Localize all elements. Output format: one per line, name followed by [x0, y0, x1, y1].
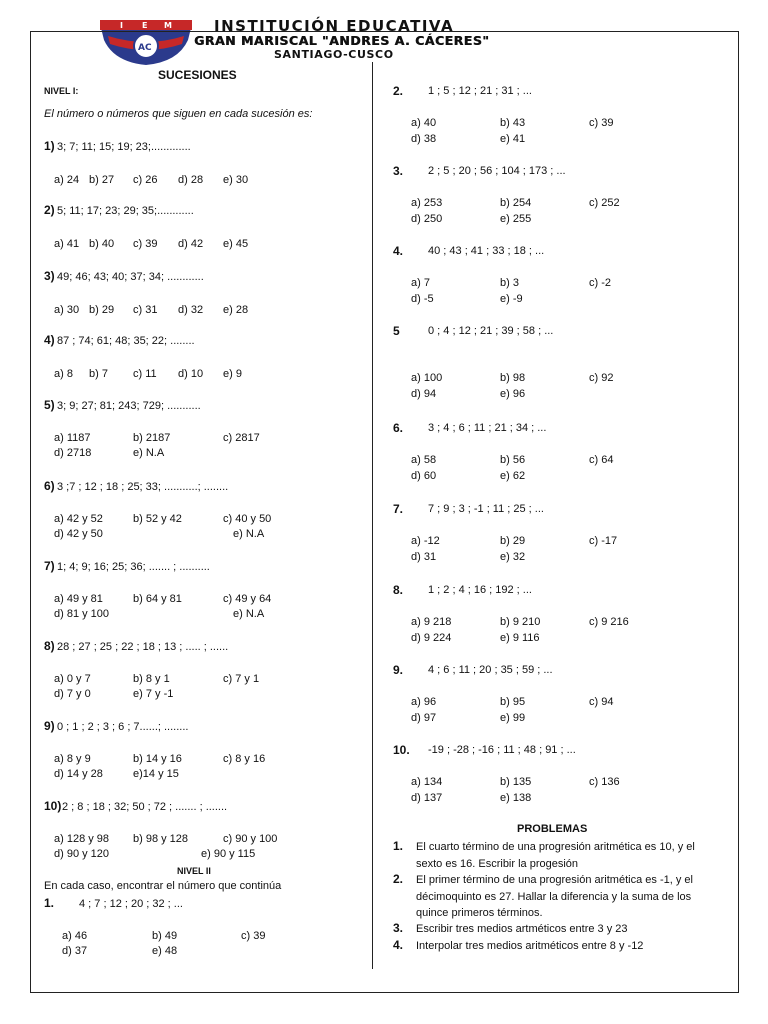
question-sequence: 1; 4; 9; 16; 25; 36; ....... ; ..........: [57, 561, 210, 573]
answer-option: e) 45: [223, 238, 249, 250]
answer-option: d) 9 224: [411, 632, 452, 644]
answer-option: a) 42 y 52: [54, 513, 103, 525]
answer-option: a) 253: [411, 197, 443, 209]
instruction: El número o números que siguen en cada sucesión es:: [44, 108, 313, 120]
answer-option: c) -2: [589, 277, 611, 289]
answer-option: c) 9 216: [589, 616, 629, 628]
answer-option: e) N.A: [233, 528, 265, 540]
question-number: 2): [44, 203, 55, 217]
answer-option: c) 40 y 50: [223, 513, 272, 525]
answer-option: a) 58: [411, 454, 437, 466]
answer-option: b) 135: [500, 776, 532, 788]
answer-option: e) 99: [500, 712, 526, 724]
question-sequence: 4 ; 6 ; 11 ; 20 ; 35 ; 59 ; ...: [428, 664, 553, 676]
answer-option: c) 252: [589, 197, 620, 209]
question-number: 4): [44, 333, 55, 347]
question-number: 1): [44, 139, 55, 153]
answer-option: e) 255: [500, 213, 532, 225]
answer-option: c) 92: [589, 372, 614, 384]
question-sequence: 1 ; 2 ; 4 ; 16 ; 192 ; ...: [428, 584, 532, 596]
answer-option: a) 0 y 7: [54, 673, 91, 685]
level-1-label: NIVEL I:: [44, 86, 79, 96]
answer-option: c) 26: [133, 174, 158, 186]
answer-option: a) 100: [411, 372, 443, 384]
institution-name: GRAN MARISCAL "ANDRES A. CÁCERES": [194, 33, 490, 48]
problem-text: Interpolar tres medios aritméticos entre 8 y -12: [416, 940, 644, 952]
answer-option: e) 62: [500, 470, 526, 482]
problem-text: El primer término de una progresión aritmética es -1, y el décimoquinto es 27. Hallar la diferencia y la suma de los quince primeros términos.: [416, 874, 693, 919]
answer-option: a) 30: [54, 304, 80, 316]
question-sequence: 3; 7; 11; 15; 19; 23;.............: [57, 141, 191, 153]
answer-option: d) 32: [178, 304, 204, 316]
answer-option: d) 94: [411, 388, 437, 400]
problem-number: 2.: [393, 872, 404, 886]
question-number: 7): [44, 559, 55, 573]
question-number: 2.: [393, 84, 404, 98]
question-number: 5: [393, 324, 400, 338]
answer-option: e) 7 y -1: [133, 688, 174, 700]
instruction-2: En cada caso, encontrar el número que continúa: [44, 880, 282, 892]
question-sequence: 3 ;7 ; 12 ; 18 ; 25; 33; ...........; ........: [57, 481, 229, 493]
answer-option: e) N.A: [133, 447, 165, 459]
level-2-label: NIVEL II: [177, 866, 211, 876]
answer-option: d) 10: [178, 368, 204, 380]
answer-option: d) 38: [411, 133, 437, 145]
problem-text: El cuarto término de una progresión aritmética es 10, y el sexto es 16. Escribir la progesión: [416, 841, 695, 870]
answer-option: a) 46: [62, 930, 88, 942]
answer-option: b) 64 y 81: [133, 593, 182, 605]
svg-text:I: I: [120, 21, 123, 30]
question-sequence: -19 ; -28 ; -16 ; 11 ; 48 ; 91 ; ...: [428, 744, 576, 756]
answer-option: b) 9 210: [500, 616, 541, 628]
column-divider: [372, 62, 373, 969]
answer-option: a) 41: [54, 238, 80, 250]
question-sequence: 3; 9; 27; 81; 243; 729; ...........: [57, 400, 201, 412]
question-sequence: 4 ; 7 ; 12 ; 20 ; 32 ; ...: [79, 898, 183, 910]
answer-option: d) 137: [411, 792, 443, 804]
answer-option: c) 2817: [223, 432, 260, 444]
question-sequence: 7 ; 9 ; 3 ; -1 ; 11 ; 25 ; ...: [428, 503, 544, 515]
answer-option: b) 98 y 128: [133, 833, 189, 845]
answer-option: c) 31: [133, 304, 158, 316]
answer-option: c) 39: [589, 117, 614, 129]
answer-option: a) 134: [411, 776, 443, 788]
answer-option: e) 9: [223, 368, 242, 380]
answer-option: b) 254: [500, 197, 532, 209]
answer-option: b) 40: [89, 238, 115, 250]
answer-option: e) 9 116: [500, 632, 540, 644]
answer-option: d) 42 y 50: [54, 528, 103, 540]
answer-option: e) 138: [500, 792, 532, 804]
question-number: 3.: [393, 164, 404, 178]
question-number: 7.: [393, 502, 404, 516]
answer-option: e) 90 y 115: [201, 848, 256, 860]
question-sequence: 2 ; 8 ; 18 ; 32; 50 ; 72 ; ....... ; .......: [62, 801, 228, 813]
answer-option: a) 7: [411, 277, 430, 289]
answer-option: d) 14 y 28: [54, 768, 103, 780]
question-number: 9): [44, 719, 55, 733]
answer-option: a) 24: [54, 174, 80, 186]
answer-option: c) 8 y 16: [223, 753, 266, 765]
answer-option: c) 39: [133, 238, 158, 250]
institution-title: INSTITUCIÓN EDUCATIVA: [214, 17, 455, 35]
question-number: 9.: [393, 663, 404, 677]
answer-option: e) 48: [152, 945, 178, 957]
answer-option: d) 250: [411, 213, 443, 225]
answer-option: b) 8 y 1: [133, 673, 170, 685]
question-sequence: 0 ; 1 ; 2 ; 3 ; 6 ; 7......; ........: [57, 721, 189, 733]
answer-option: e) 28: [223, 304, 249, 316]
problem-number: 3.: [393, 921, 404, 935]
answer-option: c) 64: [589, 454, 614, 466]
problem-number: 4.: [393, 938, 404, 952]
question-number: 4.: [393, 244, 404, 258]
question-number: 3): [44, 269, 55, 283]
svg-text:AC: AC: [138, 43, 152, 53]
question-number: 6.: [393, 421, 404, 435]
answer-option: d) 28: [178, 174, 204, 186]
problem-number: 1.: [393, 839, 404, 853]
answer-option: a) 1187: [54, 432, 91, 444]
question-sequence: 40 ; 43 ; 41 ; 33 ; 18 ; ...: [428, 245, 545, 257]
question-sequence: 2 ; 5 ; 20 ; 56 ; 104 ; 173 ; ...: [428, 165, 566, 177]
answer-option: c) 49 y 64: [223, 593, 272, 605]
answer-option: b) 43: [500, 117, 526, 129]
question-sequence: 0 ; 4 ; 12 ; 21 ; 39 ; 58 ; ...: [428, 325, 554, 337]
answer-option: b) 27: [89, 174, 115, 186]
answer-option: e) -9: [500, 293, 523, 305]
question-sequence: 1 ; 5 ; 12 ; 21 ; 31 ; ...: [428, 85, 532, 97]
question-sequence: 3 ; 4 ; 6 ; 11 ; 21 ; 34 ; ...: [428, 422, 547, 434]
answer-option: e)14 y 15: [133, 768, 179, 780]
answer-option: b) 95: [500, 696, 526, 708]
answer-option: d) 42: [178, 238, 204, 250]
question-number: 8.: [393, 583, 404, 597]
question-number: 8): [44, 639, 55, 653]
question-number: 5): [44, 398, 55, 412]
institution-city: SANTIAGO-CUSCO: [274, 48, 394, 61]
answer-option: d) 7 y 0: [54, 688, 91, 700]
problem-text: Escribir tres medios artméticos entre 3 y 23: [416, 923, 628, 935]
answer-option: a) -12: [411, 535, 440, 547]
answer-option: a) 128 y 98: [54, 833, 110, 845]
answer-option: b) 7: [89, 368, 108, 380]
answer-option: b) 52 y 42: [133, 513, 182, 525]
answer-option: c) 90 y 100: [223, 833, 278, 845]
answer-option: a) 9 218: [411, 616, 452, 628]
answer-option: d) 81 y 100: [54, 608, 110, 620]
answer-option: a) 8 y 9: [54, 753, 91, 765]
question-number: 6): [44, 479, 55, 493]
answer-option: e) 96: [500, 388, 526, 400]
svg-text:M: M: [164, 21, 172, 30]
answer-option: d) 2718: [54, 447, 92, 459]
answer-option: c) 39: [241, 930, 266, 942]
answer-option: e) N.A: [233, 608, 265, 620]
svg-text:E: E: [142, 21, 148, 30]
answer-option: c) -17: [589, 535, 618, 547]
answer-option: d) -5: [411, 293, 434, 305]
answer-option: b) 3: [500, 277, 519, 289]
answer-option: b) 14 y 16: [133, 753, 182, 765]
answer-option: a) 8: [54, 368, 73, 380]
question-sequence: 49; 46; 43; 40; 37; 34; ............: [57, 271, 204, 283]
answer-option: a) 96: [411, 696, 437, 708]
question-sequence: 5; 11; 17; 23; 29; 35;............: [57, 205, 194, 217]
question-sequence: 87 ; 74; 61; 48; 35; 22; ........: [57, 335, 195, 347]
problems-title: PROBLEMAS: [517, 823, 588, 835]
question-number: 1.: [44, 896, 55, 910]
answer-option: b) 2187: [133, 432, 171, 444]
answer-option: d) 37: [62, 945, 88, 957]
answer-option: b) 29: [500, 535, 526, 547]
question-sequence: 28 ; 27 ; 25 ; 22 ; 18 ; 13 ; ..... ; ......: [57, 641, 229, 653]
answer-option: e) 32: [500, 551, 526, 563]
answer-option: d) 97: [411, 712, 437, 724]
answer-option: b) 56: [500, 454, 526, 466]
question-number: 10.: [393, 743, 410, 757]
answer-option: c) 136: [589, 776, 620, 788]
question-number: 10): [44, 799, 62, 813]
answer-option: d) 31: [411, 551, 437, 563]
answer-option: b) 98: [500, 372, 526, 384]
answer-option: d) 60: [411, 470, 437, 482]
answer-option: e) 41: [500, 133, 526, 145]
answer-option: d) 90 y 120: [54, 848, 110, 860]
answer-option: a) 49 y 81: [54, 593, 103, 605]
answer-option: b) 29: [89, 304, 115, 316]
answer-option: a) 40: [411, 117, 437, 129]
answer-option: c) 94: [589, 696, 614, 708]
answer-option: e) 30: [223, 174, 249, 186]
answer-option: c) 11: [133, 368, 157, 380]
worksheet-title: SUCESIONES: [158, 68, 237, 82]
answer-option: b) 49: [152, 930, 178, 942]
answer-option: c) 7 y 1: [223, 673, 260, 685]
